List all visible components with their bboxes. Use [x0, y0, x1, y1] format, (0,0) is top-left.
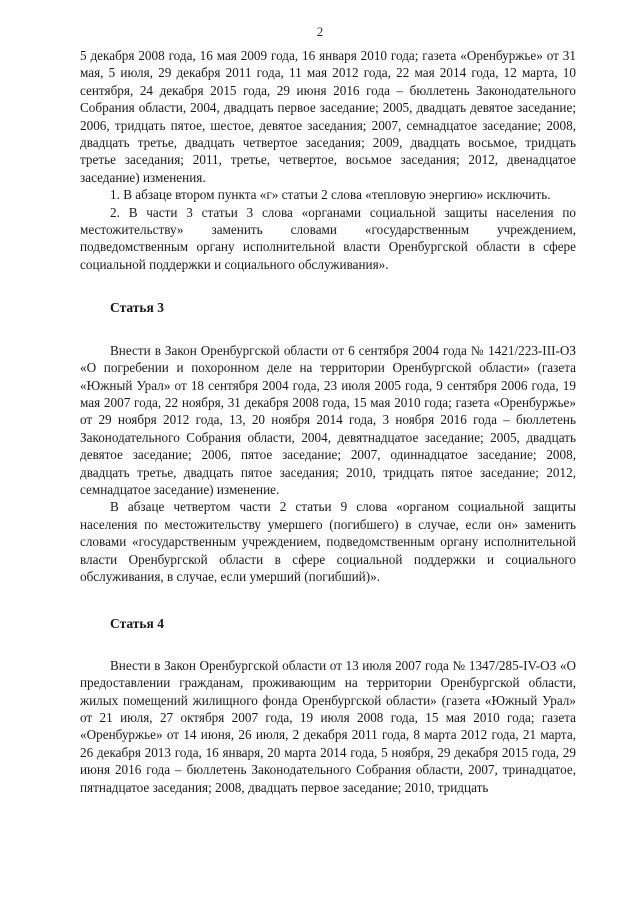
article-4-heading: Статья 4	[110, 616, 164, 632]
paragraph-item-2: 2. В части 3 статьи 3 слова «органами социальной защиты населения по местожительству» заменить словами «государственным учреждением, подведомственным органу исполнительной власти Оренбургской области в сфере социальной поддержки и социального обслуживания».	[80, 204, 576, 272]
article-3-heading: Статья 3	[110, 300, 164, 316]
document-body	[80, 47, 576, 796]
article-3-paragraph-2: В абзаце четвертом части 2 статьи 9 слова «органом социальной защиты населения по местожительству умершего (погибшего) в случае, если он» заменить словами «государственным учреждением, подведомственным органу исполнительной власти Оренбургской области в сфере социальной поддержки и социального обслуживания, в случае, если умерший (погибший)».	[80, 499, 576, 584]
paragraph-continuation: 5 декабря 2008 года, 16 мая 2009 года, 16 января 2010 года; газета «Оренбуржье» от 31 мая, 5 июля, 29 декабря 2011 года, 11 мая 2012 года, 22 мая 2014 года, 12 марта, 10 сентября, 24 декабря 2015 года, 29 июня 2016 года – бюллетень Законодательного Собрания области, 2004, двадцать первое заседание; 2005, двадцать девятое заседание; 2006, тридцать пятое, шестое, девятое заседания; 2007, семнадцатое заседание; 2008, двадцать третье, двадцать четвертое заседания; 2009, двадцать восьмое, тридцать третье заседания; 2011, третье, четвертое, восьмое заседания; 2012, двенадцатое заседание) изменения.	[80, 48, 576, 185]
paragraph-item-1: 1. В абзаце втором пункта «г» статьи 2 слова «тепловую энергию» исключить.	[110, 187, 551, 203]
page-number: 2	[316, 24, 324, 39]
article-3-paragraph-1: Внести в Закон Оренбургской области от 6 сентября 2004 года № 1421/223-III-ОЗ «О погребении и похоронном деле на территории Оренбургской области» (газета «Южный Урал» от 18 сентября 2004 года, 23 июля 2005 года, 9 сентября 2006 года, 19 мая 2007 года, 22 ноября, 31 декабря 2008 года, 15 мая 2010 года; газета «Оренбуржье» от 29 ноября 2012 года, 13, 20 ноября 2014 года, 3 ноября 2016 года – бюллетень Законодательного Собрания области, 2004, девятнадцатое заседание; 2005, двадцать девятое заседание; 2006, пятое заседание; 2007, одиннадцатое заседание; 2008, двадцать третье, двадцать пятое заседания; 2010, тридцать пятое заседание; 2012, семнадцатое заседание) изменение.	[80, 342, 576, 497]
article-4-paragraph-1: Внести в Закон Оренбургской области от 13 июля 2007 года № 1347/285-IV-ОЗ «О предоставлении гражданам, проживающим на территории Оренбургской области, жилых помещений жилищного фонда Оренбургской области» (газета «Южный Урал» от 21 июля, 27 октября 2007 года, 19 июля 2008 года, 15 мая 2010 года; газета «Оренбуржье» от 14 июня, 26 июля, 2 декабря 2011 года, 8 марта 2012 года, 21 марта, 26 декабря 2013 года, 16 января, 20 марта 2014 года, 5 ноября, 29 декабря 2015 года, 29 июня 2016 года – бюллетень Законодательного Собрания области, 2007, тринадцатое, пятнадцатое заседания; 2008, двадцать первое заседание; 2010, тридцать	[80, 657, 576, 795]
